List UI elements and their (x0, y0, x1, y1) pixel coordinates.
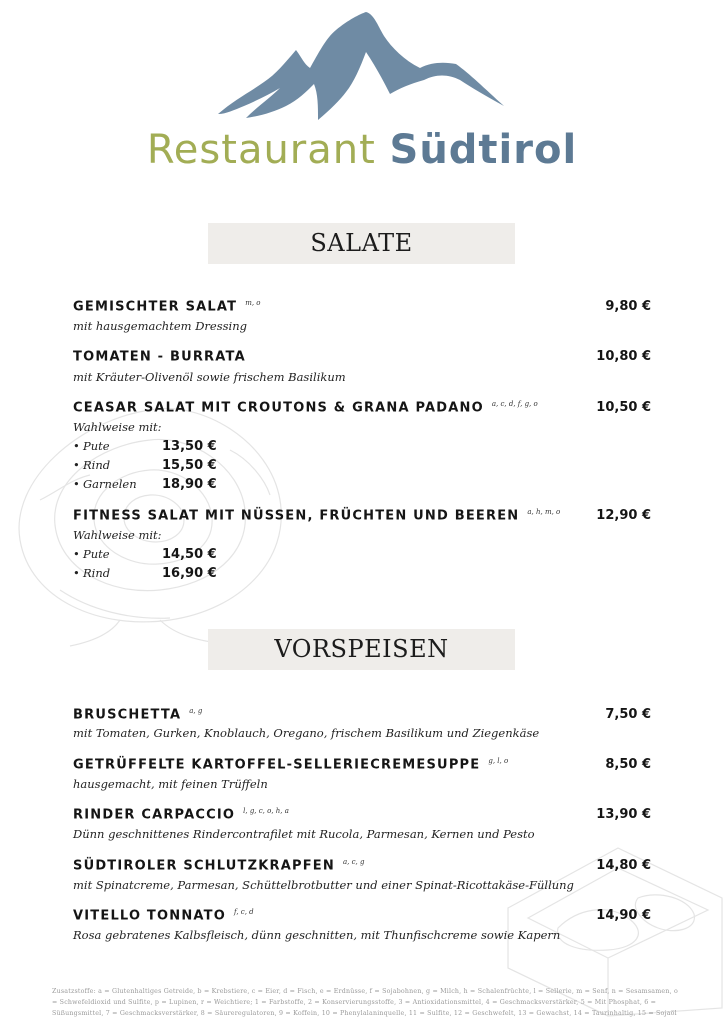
logo (0, 0, 724, 180)
section-title-vorspeisen: VORSPEISEN (208, 629, 515, 670)
allergen-codes: a, c, g (342, 858, 365, 866)
menu-item-price: 7,50 € (605, 707, 651, 722)
menu-item-price: 12,90 € (596, 508, 651, 523)
menu-item-name-text: GETRÜFFELTE KARTOFFEL-SELLERIECREMESUPPE (73, 757, 481, 773)
menu-item-description: mit hausgemachtem Dressing (73, 319, 247, 333)
allergen-codes: a, c, d, f, g, o (491, 400, 538, 408)
menu-item-price: 10,80 € (596, 349, 651, 364)
menu-item-price: 9,80 € (605, 299, 651, 314)
menu-item-description: mit Spinatcreme, Parmesan, Schüttelbrotbutter und einer Spinat-Ricottakäse-Füllung (73, 878, 574, 892)
option-price: 18,90 € (162, 477, 217, 492)
option-label: • Rind (83, 458, 110, 472)
allergen-codes: a, g (189, 707, 203, 715)
option-price: 14,50 € (162, 547, 217, 562)
allergen-legend: Zusatzstoffe: a = Glutenhaltiges Getreide, b = Krebstiere, c = Eier, d = Fisch, e = Erdnüsse, f = Sojabohnen, g = Milch, h = Schalenfrüchte, l = Sellerie, m = Senf, n = Sesamsamen, o = Schwefeldioxid und Sulfite, p = Lupinen, r = Weichtiere; 1 = Farbstoffe, 2 = Konservierungsstoffe, 3 = Antioxidationsmittel, 4 = Geschmacksverstärker, 5 = Mit Phosphat, 6 = Süßungsmittel, 7 = Geschmacksverstärker, 8 = Säureregulatoren, 9 = Koffein, 10 = Phenylalaninquelle, 11 = Sulfite, 12 = Geschwefelt, 13 = Gewachst, 14 = Taurinhaltig, 15 = Sojaöl (52, 988, 678, 1017)
menu-item-name-text: BRUSCHETTA (73, 707, 182, 723)
menu-item-price: 14,90 € (596, 908, 651, 923)
menu-item-name (73, 349, 254, 364)
menu-item-description: mit Tomaten, Gurken, Knoblauch, Oregano, frischem Basilikum und Ziegenkäse (73, 726, 540, 740)
menu-item-price: 8,50 € (605, 757, 651, 772)
menu-item-description: Dünn geschnittenes Rindercontrafilet mit Rucola, Parmesan, Kernen und Pesto (73, 827, 535, 841)
menu-item-name (73, 508, 560, 523)
menu-item-name-text: SÜDTIROLER SCHLUTZKRAPFEN (73, 858, 335, 874)
restaurant-name-part1: Restaurant (146, 127, 376, 173)
menu-item-name-text: FITNESS SALAT MIT NÜSSEN, FRÜCHTEN UND BEEREN (73, 508, 520, 524)
menu-item-name (73, 400, 538, 415)
allergen-codes: m, o (245, 299, 261, 307)
menu-item-description: mit Kräuter-Olivenöl sowie frischem Basilikum (73, 370, 346, 384)
menu-item-name (73, 757, 508, 772)
menu-item-description: Wahlweise mit: (73, 420, 162, 434)
menu-item-price: 13,90 € (596, 807, 651, 822)
menu-item-description: Wahlweise mit: (73, 528, 162, 542)
menu-item-name (73, 908, 254, 923)
menu-item-name (73, 858, 364, 873)
menu-item-name-text: TOMATEN - BURRATA (73, 349, 246, 365)
menu-item-name (73, 807, 289, 822)
option-label: • Pute (83, 547, 110, 561)
option-label: • Rind (83, 566, 110, 580)
menu-item-name (73, 707, 202, 722)
menu-item-name-text: VITELLO TONNATO (73, 908, 226, 924)
menu-item-price: 10,50 € (596, 400, 651, 415)
allergen-codes: f, c, d (233, 908, 254, 916)
menu-item-name-text: RINDER CARPACCIO (73, 807, 236, 823)
section-title-salate: SALATE (208, 223, 515, 264)
option-price: 16,90 € (162, 566, 217, 581)
allergen-codes: a, h, m, o (527, 508, 561, 516)
menu-item-price: 14,80 € (596, 858, 651, 873)
option-label: • Pute (83, 439, 110, 453)
allergen-codes: g, l, o (488, 757, 509, 765)
restaurant-name-part2: Südtirol (389, 127, 578, 173)
option-label: • Garnelen (83, 477, 137, 491)
menu-item-name-text: GEMISCHTER SALAT (73, 299, 238, 315)
menu-item-description: hausgemacht, mit feinen Trüffeln (73, 777, 268, 791)
menu-item-description: Rosa gebratenes Kalbsfleisch, dünn geschnitten, mit Thunfischcreme sowie Kapern (73, 928, 561, 942)
option-price: 15,50 € (162, 458, 217, 473)
mountain-icon (214, 8, 514, 128)
menu-item-name-text: CEASAR SALAT MIT CROUTONS & GRANA PADANO (73, 400, 484, 416)
menu-item-name (73, 299, 261, 314)
restaurant-name (0, 124, 724, 176)
allergen-codes: l, g, c, o, h, a (243, 807, 289, 815)
option-price: 13,50 € (162, 439, 217, 454)
